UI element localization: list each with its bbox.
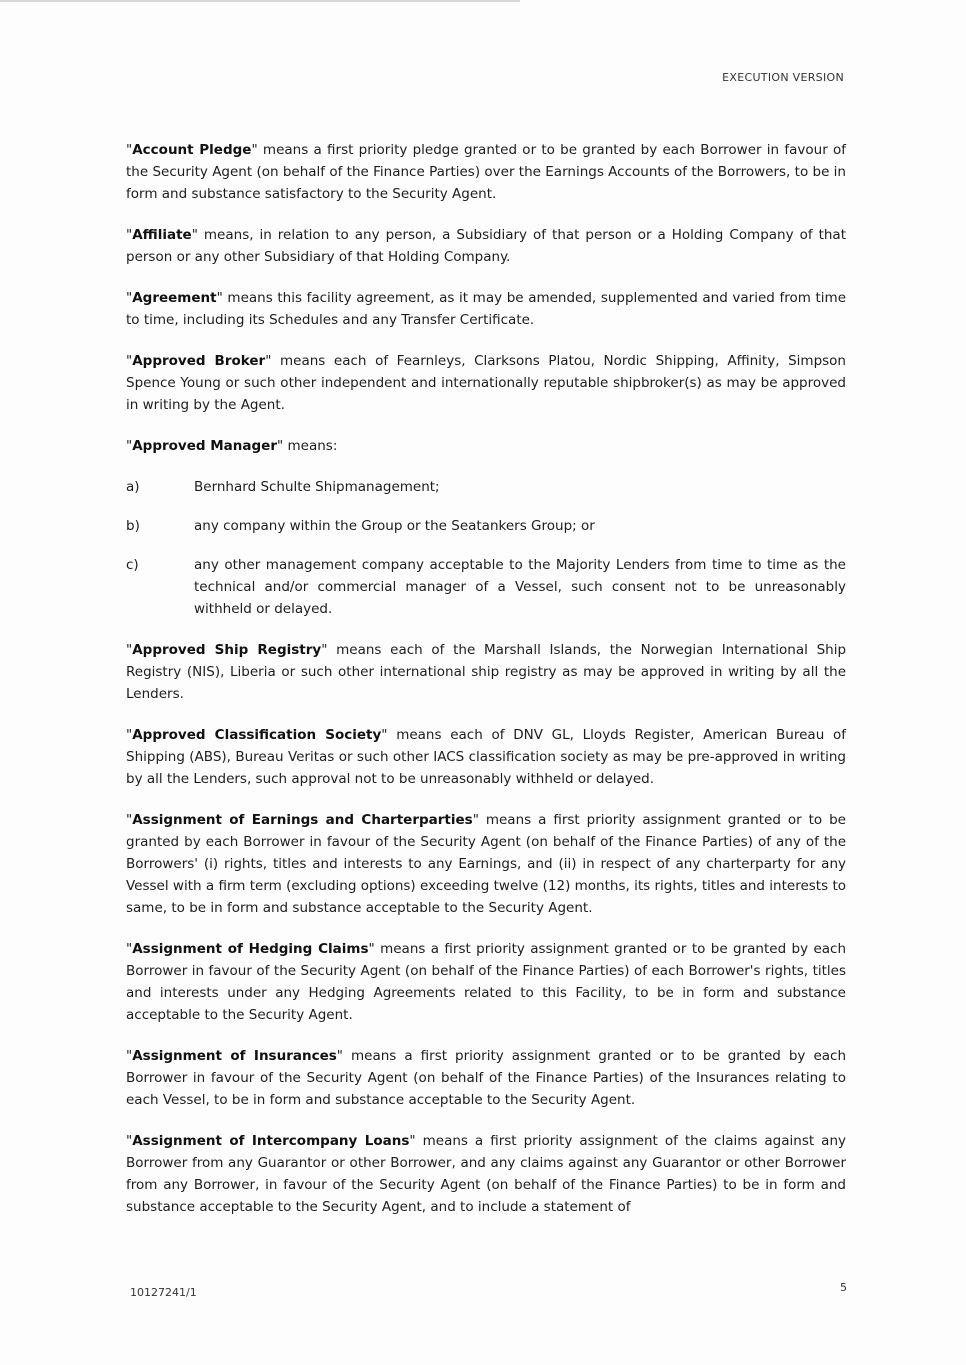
definition-assignment-hedging: "Assignment of Hedging Claims" means a first priority assignment granted or to be granted by each Borrower in favour of the Security Agent (on behalf of the Finance Parties) of each Borrower's rights, titles and interests under any Hedging Agreements related to this Facility, to be in form and substance acceptable to the Security Agent. (126, 941, 847, 1023)
term: Approved Broker (132, 353, 266, 369)
definition-text: " means this facility agreement, as it may be amended, supplemented and varied from time to time, including its Schedules and any Transfer Certificate. (126, 290, 846, 328)
definition-affiliate: "Affiliate" means, in relation to any person, a Subsidiary of that person or a Holding Company of that person or any other Subsidiary of that Holding Company. (126, 227, 846, 265)
term: Affiliate (132, 227, 192, 243)
definition-text: " means each of Fearnleys, Clarksons Platou, Nordic Shipping, Affinity, Simpson Spence Young or such other independent and internationally reputable shipbroker(s) as may be approved in writing by the Agent. (126, 353, 846, 413)
definitions-body (126, 139, 846, 1237)
list-marker: c) (126, 557, 139, 573)
definition-text: " means, in relation to any person, a Subsidiary of that person or a Holding Company of that person or any other Subsidiary of that Holding Company. (126, 227, 846, 265)
definition-text: " means a first priority assignment granted or to be granted by each Borrower in favour of the Security Agent (on behalf of the Finance Parties) of each Borrower's rights, titles and interests under any Hedging Agreements related to this Facility, to be in form and substance acceptable to the Security Agent. (126, 941, 847, 1023)
definition-assignment-intercompany: "Assignment of Intercompany Loans" means a first priority assignment of the claims against any Borrower from any Guarantor or other Borrower, and any claims against any Guarantor or other Borrower from any Borrower, in favour of the Security Agent (on behalf of the Finance Parties) to be in form and substance acceptable to the Security Agent, and to include a statement of (126, 1133, 846, 1215)
term: Assignment of Insurances (132, 1048, 337, 1064)
definition-account-pledge: "Account Pledge" means a first priority pledge granted or to be granted by each Borrower in favour of the Security Agent (on behalf of the Finance Parties) over the Earnings Accounts of the Borrowers, to be in form and substance satisfactory to the Security Agent. (126, 142, 847, 202)
term: Approved Manager (132, 438, 277, 454)
list-marker: a) (126, 479, 140, 495)
term: Assignment of Hedging Claims (132, 941, 369, 957)
list-marker: b) (126, 518, 140, 534)
list-item-a (126, 476, 846, 498)
scan-artifact-line (0, 0, 520, 2)
list-text: any company within the Group or the Seatankers Group; or (194, 518, 595, 534)
definition-text: " means each of the Marshall Islands, the Norwegian International Ship Registry (NIS), Liberia or such other international ship registry as may be approved in writing by all the Lenders. (126, 642, 847, 702)
list-text: any other management company acceptable to the Majority Lenders from time to time as the technical and/or commercial manager of a Vessel, such consent not to be unreasonably withheld or delayed. (194, 557, 846, 617)
definition-text: " means a first priority pledge granted or to be granted by each Borrower in favour of the Security Agent (on behalf of the Finance Parties) over the Earnings Accounts of the Borrowers, to be in form and substance satisfactory to the Security Agent. (126, 142, 847, 202)
definition-text: " means each of DNV GL, Lloyds Register, American Bureau of Shipping (ABS), Bureau Veritas or such other IACS classification society as may be pre-approved in writing by all the Lenders, such approval not to be unreasonably withheld or delayed. (126, 727, 846, 787)
definition-text: " means a first priority assignment granted or to be granted by each Borrower in favour of the Security Agent (on behalf of the Finance Parties) of any of the Borrowers' (i) rights, titles and interests to any Earnings, and (ii) in respect of any charterparty for any Vessel with a firm term (excluding options) exceeding twelve (12) months, its rights, titles and interests to same, to be in form and substance acceptable to the Security Agent. (126, 812, 846, 916)
definition-text: " means: (277, 438, 338, 454)
list-text: Bernhard Schulte Shipmanagement; (194, 479, 440, 495)
execution-version-label: EXECUTION VERSION (722, 71, 844, 84)
term: Approved Classification Society (132, 727, 382, 743)
definition-approved-broker: "Approved Broker" means each of Fearnleys, Clarksons Platou, Nordic Shipping, Affinity, Simpson Spence Young or such other independent and internationally reputable shipbroker(s) as may be approved in writing by the Agent. (126, 353, 846, 413)
page-number: 5 (840, 1281, 847, 1294)
document-reference: 10127241/1 (130, 1286, 197, 1299)
term: Agreement (132, 290, 217, 306)
definition-text: " means a first priority assignment granted or to be granted by each Borrower in favour of the Security Agent (on behalf of the Finance Parties) of the Insurances relating to each Vessel, to be in form and substance acceptable to the Security Agent. (126, 1048, 846, 1108)
term: Assignment of Intercompany Loans (132, 1133, 410, 1149)
term: Approved Ship Registry (132, 642, 322, 658)
term: Assignment of Earnings and Charterparties (132, 812, 473, 828)
definition-assignment-earnings: "Assignment of Earnings and Charterparties" means a first priority assignment granted or to be granted by each Borrower in favour of the Security Agent (on behalf of the Finance Parties) of any of the Borrowers' (i) rights, titles and interests to any Earnings, and (ii) in respect of any charterparty for any Vessel with a firm term (excluding options) exceeding twelve (12) months, its rights, titles and interests to same, to be in form and substance acceptable to the Security Agent. (126, 812, 846, 916)
definition-approved-ship-registry: "Approved Ship Registry" means each of the Marshall Islands, the Norwegian International Ship Registry (NIS), Liberia or such other international ship registry as may be approved in writing by all the Lenders. (126, 642, 847, 702)
definition-assignment-insurances: "Assignment of Insurances" means a first priority assignment granted or to be granted by each Borrower in favour of the Security Agent (on behalf of the Finance Parties) of the Insurances relating to each Vessel, to be in form and substance acceptable to the Security Agent. (126, 1048, 846, 1108)
definition-approved-manager: "Approved Manager" means: (126, 438, 338, 454)
term: Account Pledge (132, 142, 252, 158)
list-item-b (126, 515, 846, 537)
list-item-c (126, 554, 846, 620)
definition-agreement: "Agreement" means this facility agreement, as it may be amended, supplemented and varied from time to time, including its Schedules and any Transfer Certificate. (126, 290, 846, 328)
definition-approved-classification-society: "Approved Classification Society" means each of DNV GL, Lloyds Register, American Bureau of Shipping (ABS), Bureau Veritas or such other IACS classification society as may be pre-approved in writing by all the Lenders, such approval not to be unreasonably withheld or delayed. (126, 727, 846, 787)
definition-text: " means a first priority assignment of the claims against any Borrower from any Guarantor or other Borrower, and any claims against any Guarantor or other Borrower from any Borrower, in favour of the Security Agent (on behalf of the Finance Parties) to be in form and substance acceptable to the Security Agent, and to include a statement of (126, 1133, 846, 1215)
